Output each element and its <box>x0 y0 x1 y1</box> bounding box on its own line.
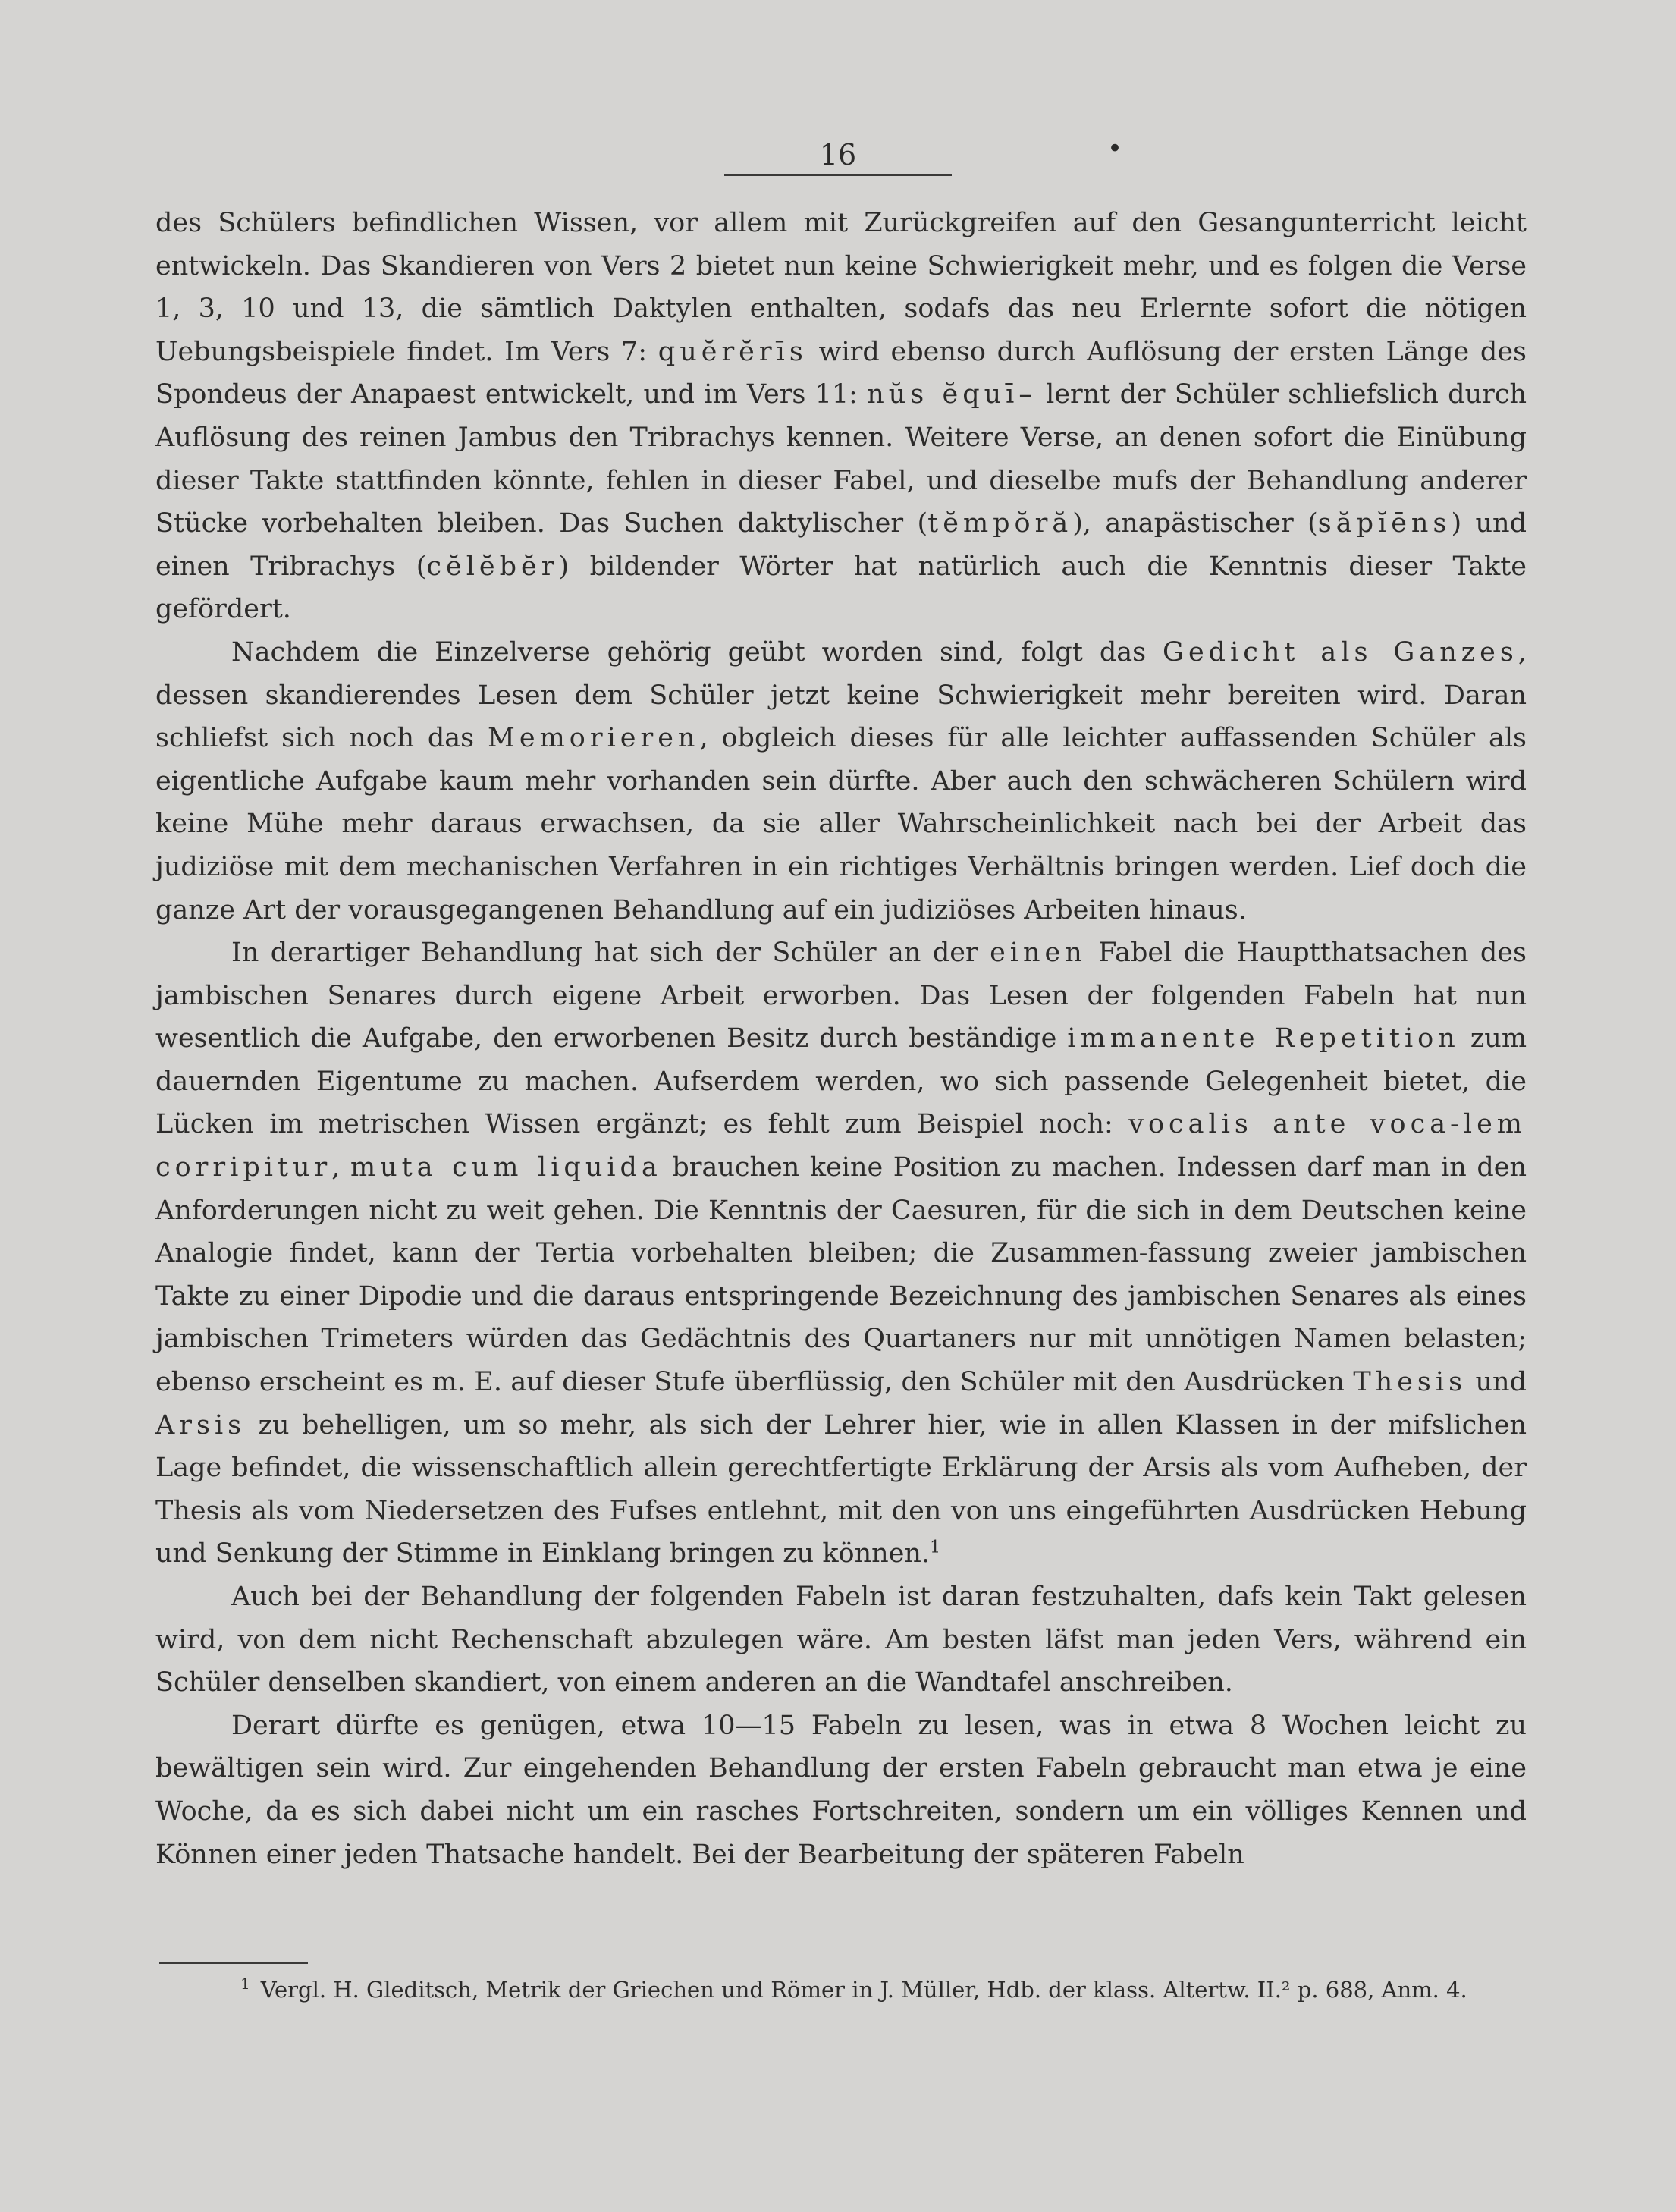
text-run: lernt der Schüler schliefslich durch Auflösung des reinen Jambus den Tribrachys kennen. Weitere Verse, an denen sofort die Einübung dieser Takte stattfinden könnte, fehlen in dieser Fabel, und dieselbe mufs der Behandlung anderer Stücke vorbehalten bleiben. Das Suchen daktylischer ( <box>155 379 1527 539</box>
spaced-emphasis: nŭs ĕquī– <box>867 379 1037 410</box>
text-run: , <box>331 1152 350 1183</box>
spaced-emphasis: muta cum liquida <box>350 1152 662 1183</box>
footnote-rule <box>159 1962 308 1964</box>
text-run: ) bildender Wörter hat natürlich auch die Kenntnis dieser Takte gefördert. <box>155 551 1527 625</box>
text-run: Auch bei der Behandlung der folgenden Fabeln ist daran festzuhalten, dafs kein Takt gelesen wird, von dem nicht Rechenschaft abzulegen wäre. Am besten läfst man jeden Vers, während ein Schüler denselben skandiert, von einem anderen an die Wandtafel anschreiben. <box>155 1582 1527 1698</box>
paragraph <box>155 1576 1527 1705</box>
spaced-emphasis: Thesis <box>1353 1367 1467 1398</box>
text-run: des Schülers befindlichen Wissen, vor allem mit Zurückgreifen auf den Gesangunterricht leicht entwickeln. Das Skandieren von Vers 2 bietet nun keine Schwierigkeit mehr, und es folgen die Verse 1, 3, 10 und 13, die sämtlich Daktylen enthalten, sodafs das neu Erlernte sofort die nötigen Uebungsbeispiele findet. Im Vers 7: <box>155 208 1527 367</box>
spaced-emphasis: cĕlĕbĕr <box>426 551 559 582</box>
paragraph <box>155 202 1527 631</box>
footnote-reference: 1 <box>930 1538 941 1557</box>
text-run: Fabel die Hauptthatsachen des jambischen Senares durch eigene Arbeit erworben. Das Lesen der folgenden Fabeln hat nun wesentlich die Aufgabe, den erworbenen Besitz durch beständige <box>155 938 1527 1054</box>
spaced-emphasis: quĕrĕrīs <box>658 336 808 367</box>
spaced-emphasis: vocalis ante voca-lem corripitur <box>155 1109 1527 1183</box>
spaced-emphasis: Gedicht als Ganzes <box>1163 636 1518 668</box>
spaced-emphasis: einen <box>990 938 1087 969</box>
body-text <box>155 202 1527 1876</box>
text-run: Nachdem die Einzelverse gehörig geübt worden sind, folgt das <box>231 636 1163 668</box>
text-run: und <box>1467 1367 1527 1398</box>
spaced-emphasis: immanente Repetition <box>1067 1023 1460 1054</box>
spaced-emphasis: tĕmpŏră <box>927 508 1073 539</box>
text-run: brauchen keine Position zu machen. Indessen darf man in den Anforderungen nicht zu weit gehen. Die Kenntnis der Caesuren, für die sich in dem Deutschen keine Analogie findet, kann der Tertia vorbehalten bleiben; die Zusammen-fassung zweier jambischen Takte zu einer Dipodie und die daraus entspringende Bezeichnung des jambischen Senares als eines jambischen Trimeters würden das Gedächtnis des Quartaners nur mit unnötigen Namen belasten; ebenso erscheint es m. E. auf dieser Stufe überflüssig, den Schüler mit den Ausdrücken <box>155 1152 1527 1398</box>
text-run: zu behelligen, um so mehr, als sich der Lehrer hier, wie in allen Klassen in der mifslichen Lage befindet, die wissenschaftlich allein gerechtfertigte Erklärung der Arsis als vom Aufheben, der Thesis als vom Niedersetzen des Fufses entlehnt, mit den von uns eingeführten Ausdrücken Hebung und Senkung der Stimme in Einklang bringen zu können. <box>155 1409 1527 1569</box>
spaced-emphasis: Arsis <box>155 1409 246 1441</box>
paragraph <box>155 1705 1527 1876</box>
page-number: 16 <box>819 138 857 171</box>
header-dot: • <box>1107 134 1123 164</box>
text-run: , obgleich dieses für alle leichter auffassenden Schüler als eigentliche Aufgabe kaum mehr vorhanden sein dürfte. Aber auch den schwächeren Schülern wird keine Mühe mehr daraus erwachsen, da sie aller Wahrscheinlichkeit nach bei der Arbeit das judiziöse mit dem mechanischen Verfahren in ein richtiges Verhältnis bringen werden. Lief doch die ganze Art der vorausgegangenen Behandlung auf ein judiziöses Arbeiten hinaus. <box>155 723 1527 925</box>
text-run: ), anapästischer ( <box>1072 508 1318 539</box>
spaced-emphasis: Memorieren <box>488 723 700 754</box>
text-run: In derartiger Behandlung hat sich der Schüler an der <box>231 938 990 969</box>
page-header <box>724 137 952 173</box>
text-run: zum dauernden Eigentume zu machen. Aufserdem werden, wo sich passende Gelegenheit bietet, die Lücken im metrischen Wissen ergänzt; es fehlt zum Beispiel noch: <box>155 1023 1527 1140</box>
text-run: wird ebenso durch Auflösung der ersten Länge des Spondeus der Anapaest entwickelt, und im Vers 11: <box>155 336 1527 410</box>
text-run: ) und einen Tribrachys ( <box>155 508 1527 582</box>
paragraph <box>155 631 1527 932</box>
text-run: Derart dürfte es genügen, etwa 10—15 Fabeln zu lesen, was in etwa 8 Wochen leicht zu bewältigen sein wird. Zur eingehenden Behandlung der ersten Fabeln gebraucht man etwa je eine Woche, da es sich dabei nicht um ein rasches Fortschreiten, sondern um ein völliges Kennen und Können einer jeden Thatsache handelt. Bei der Bearbeitung der späteren Fabeln <box>155 1710 1527 1870</box>
paragraph <box>155 932 1527 1576</box>
footnote-mark: 1 <box>240 1975 250 1994</box>
footnote-text: Vergl. H. Gleditsch, Metrik der Griechen und Römer in J. Müller, Hdb. der klass. Altertw. II.² p. 688, Anm. 4. <box>260 1977 1467 2003</box>
text-run: , dessen skandierendes Lesen dem Schüler jetzt keine Schwierigkeit mehr bereiten wird. Daran schliefst sich noch das <box>155 636 1527 754</box>
header-rule <box>724 174 952 176</box>
footnote <box>155 1972 1527 2007</box>
spaced-emphasis: săpĭēns <box>1317 508 1452 539</box>
